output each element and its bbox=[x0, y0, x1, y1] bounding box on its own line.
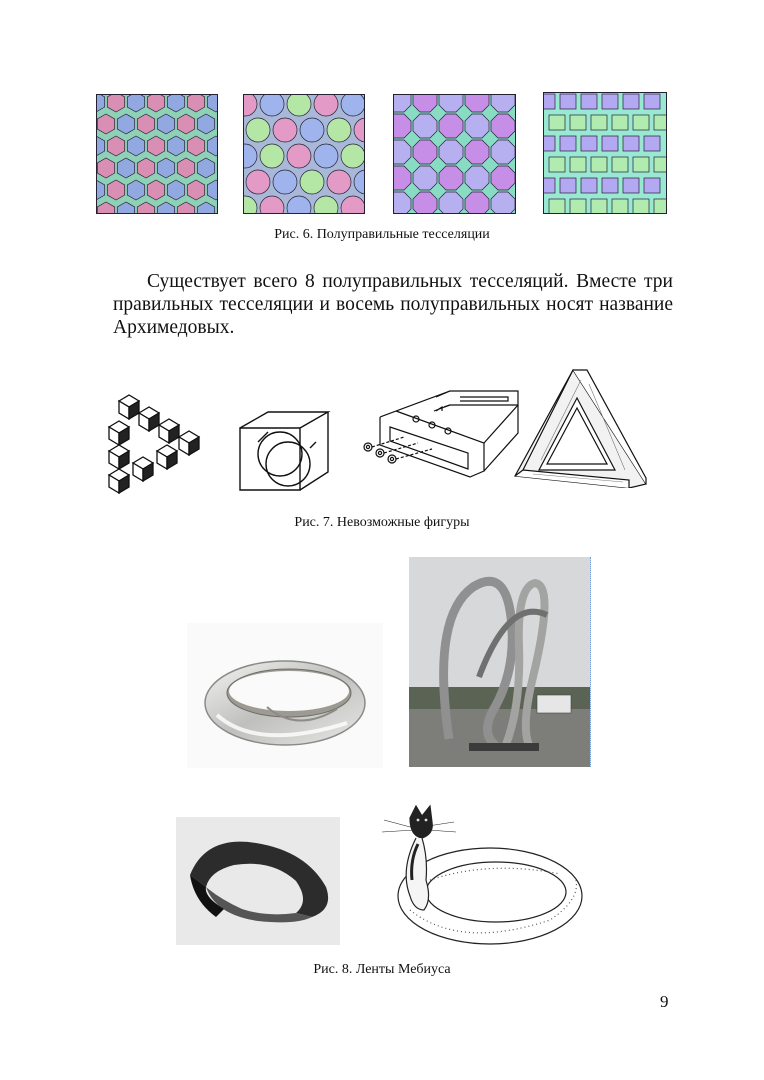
tessellation-3 bbox=[393, 94, 516, 214]
body-paragraph bbox=[113, 270, 673, 339]
paragraph-line-3: Архимедовых. bbox=[113, 317, 235, 338]
mobius-sculpture-photo bbox=[409, 557, 591, 767]
paragraph-line-2: правильных тесселяции и восемь полуправильных носят название bbox=[113, 294, 673, 315]
impossible-cube bbox=[236, 410, 332, 496]
impossible-cube-triangle bbox=[105, 393, 205, 495]
impossible-bolt-frame bbox=[360, 381, 522, 485]
paragraph-line-1: Существует всего 8 полуправильных тесселяций. Вместе три bbox=[147, 271, 673, 292]
figure8-caption: Рис. 8. Ленты Мебиуса bbox=[313, 962, 451, 977]
mobius-strip-photo bbox=[176, 817, 340, 945]
figure6-caption: Рис. 6. Полуправильные тесселяции bbox=[274, 227, 490, 242]
penrose-triangle bbox=[511, 366, 648, 488]
figure7-caption: Рис. 7. Невозможные фигуры bbox=[294, 515, 470, 530]
tessellation-2 bbox=[243, 94, 365, 214]
mobius-ring-photo bbox=[187, 623, 383, 768]
page-number: 9 bbox=[660, 992, 669, 1011]
tessellation-1 bbox=[96, 94, 218, 214]
tessellation-4 bbox=[543, 92, 667, 214]
mobius-cat-drawing bbox=[370, 800, 588, 948]
